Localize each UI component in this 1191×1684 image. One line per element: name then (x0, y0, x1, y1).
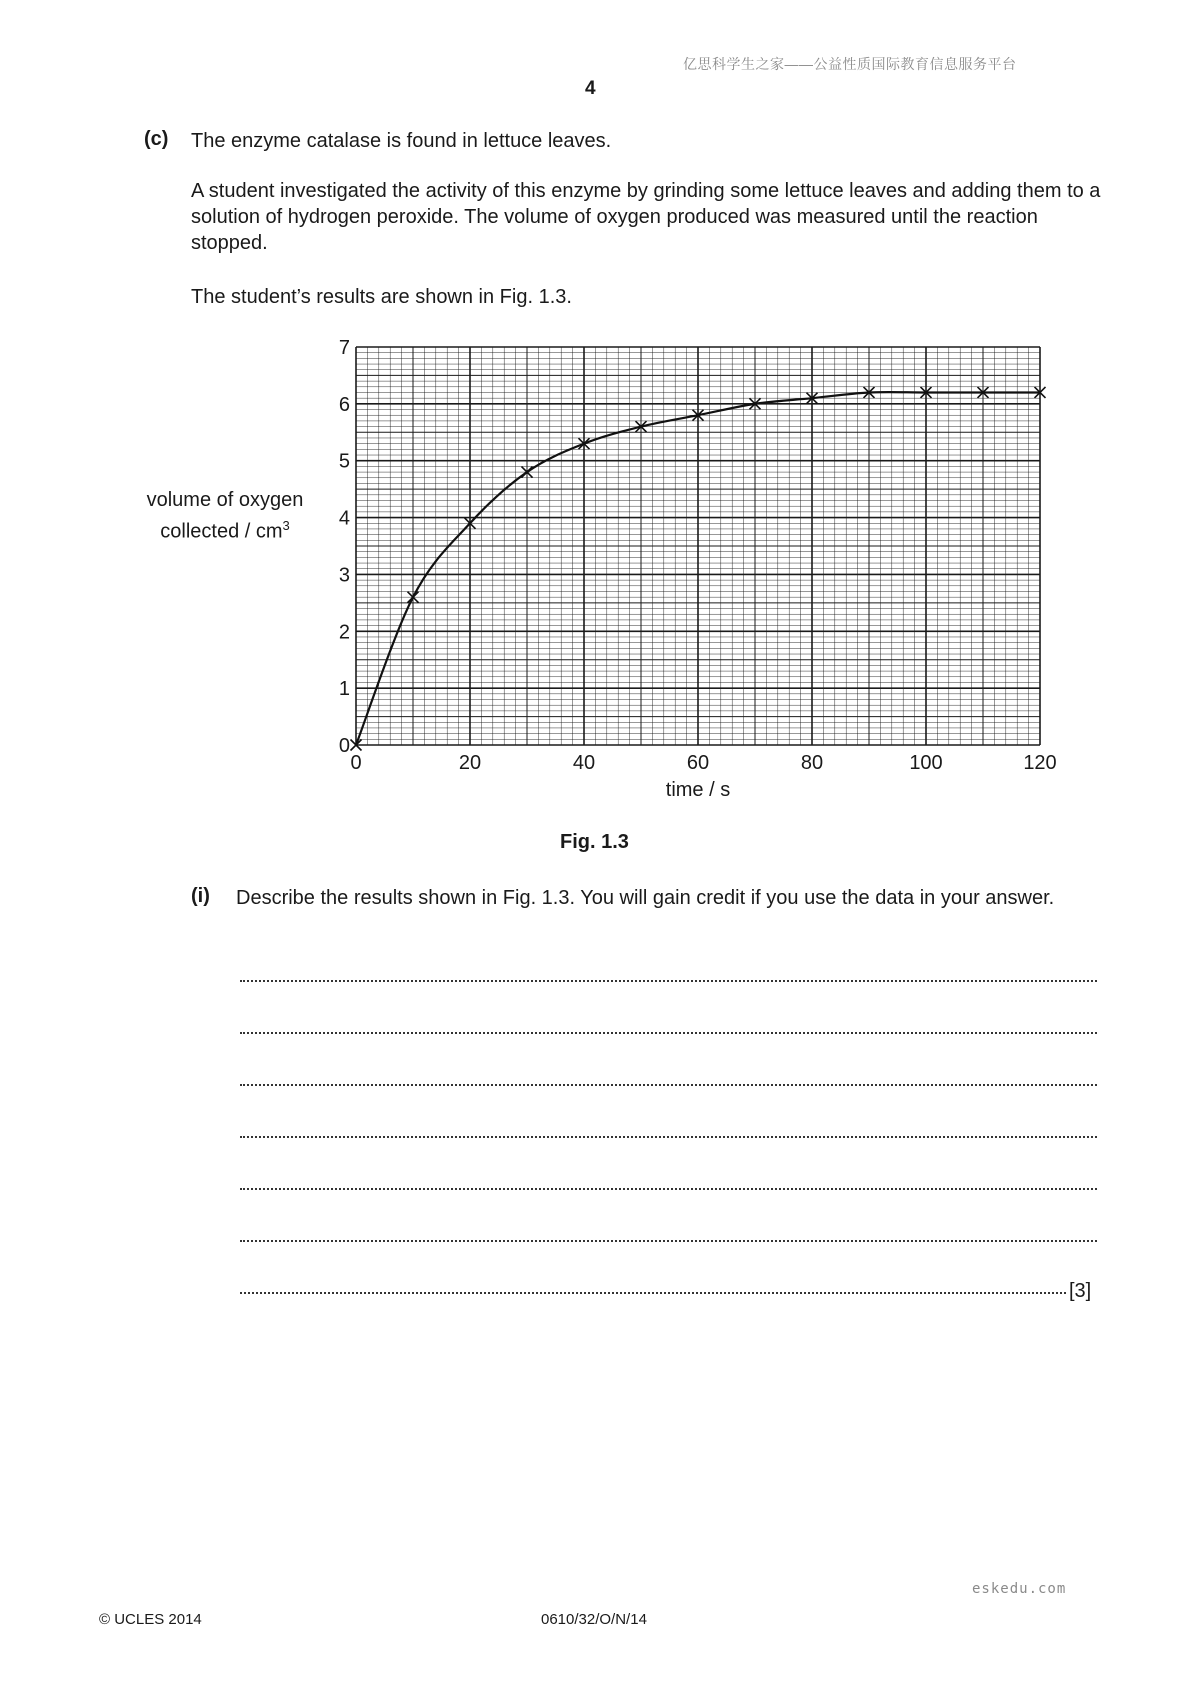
footer-watermark: eskedu.com (972, 1581, 1067, 1597)
y-tick-label: 3 (338, 564, 350, 587)
x-tick-label: 0 (350, 752, 362, 774)
y-tick-label: 1 (338, 678, 350, 701)
question-statement: The enzyme catalase is found in lettuce leaves. (191, 130, 612, 152)
answer-line-6[interactable] (240, 1220, 1097, 1242)
x-tick-label: 100 (909, 752, 943, 774)
x-tick-label: 120 (1023, 752, 1057, 774)
page-number: 4 (585, 78, 596, 99)
y-axis-label-line2: collected / cm (160, 520, 283, 543)
y-tick-label: 4 (338, 507, 350, 530)
answer-line-7[interactable] (240, 1272, 1066, 1294)
question-part-label: (c) (144, 128, 169, 150)
x-tick-label: 40 (572, 752, 596, 774)
question-description: A student investigated the activity of this enzyme by grinding some lettuce leaves and adding them to a solution of hydrogen peroxide. The volume of oxygen produced was measured until the reaction stopped. (191, 180, 1101, 254)
y-axis-label-superscript: 3 (282, 518, 290, 533)
y-tick-label: 7 (338, 337, 350, 359)
header-watermark: 亿思科学生之家——公益性质国际教育信息服务平台 (683, 56, 1017, 72)
footer-paper-code: 0610/32/O/N/14 (541, 1611, 647, 1628)
answer-line-1[interactable] (240, 960, 1097, 982)
answer-line-4[interactable] (240, 1116, 1097, 1138)
oxygen-volume-chart (0, 0, 1191, 820)
y-tick-label: 5 (338, 450, 350, 473)
answer-line-3[interactable] (240, 1064, 1097, 1086)
figure-caption: Fig. 1.3 (560, 831, 629, 853)
footer-copyright: © UCLES 2014 (99, 1611, 202, 1628)
marks-allocation: [3] (1069, 1280, 1092, 1302)
y-tick-label: 2 (338, 621, 350, 644)
y-tick-label: 6 (338, 393, 350, 416)
x-tick-label: 60 (686, 752, 710, 774)
y-axis-label-line1: volume of oxygen (146, 489, 304, 511)
results-intro: The student’s results are shown in Fig. 1.3. (191, 286, 572, 308)
x-tick-label: 80 (800, 752, 824, 774)
x-tick-label: 20 (458, 752, 482, 774)
x-axis-label: time / s (665, 779, 731, 801)
y-tick-label: 0 (338, 735, 350, 757)
answer-line-5[interactable] (240, 1168, 1097, 1190)
sub-question-label: (i) (191, 885, 210, 907)
sub-question-text: Describe the results shown in Fig. 1.3. You will gain credit if you use the data in your answer. (236, 887, 1055, 909)
answer-line-2[interactable] (240, 1012, 1097, 1034)
chart-grid (356, 347, 1040, 745)
